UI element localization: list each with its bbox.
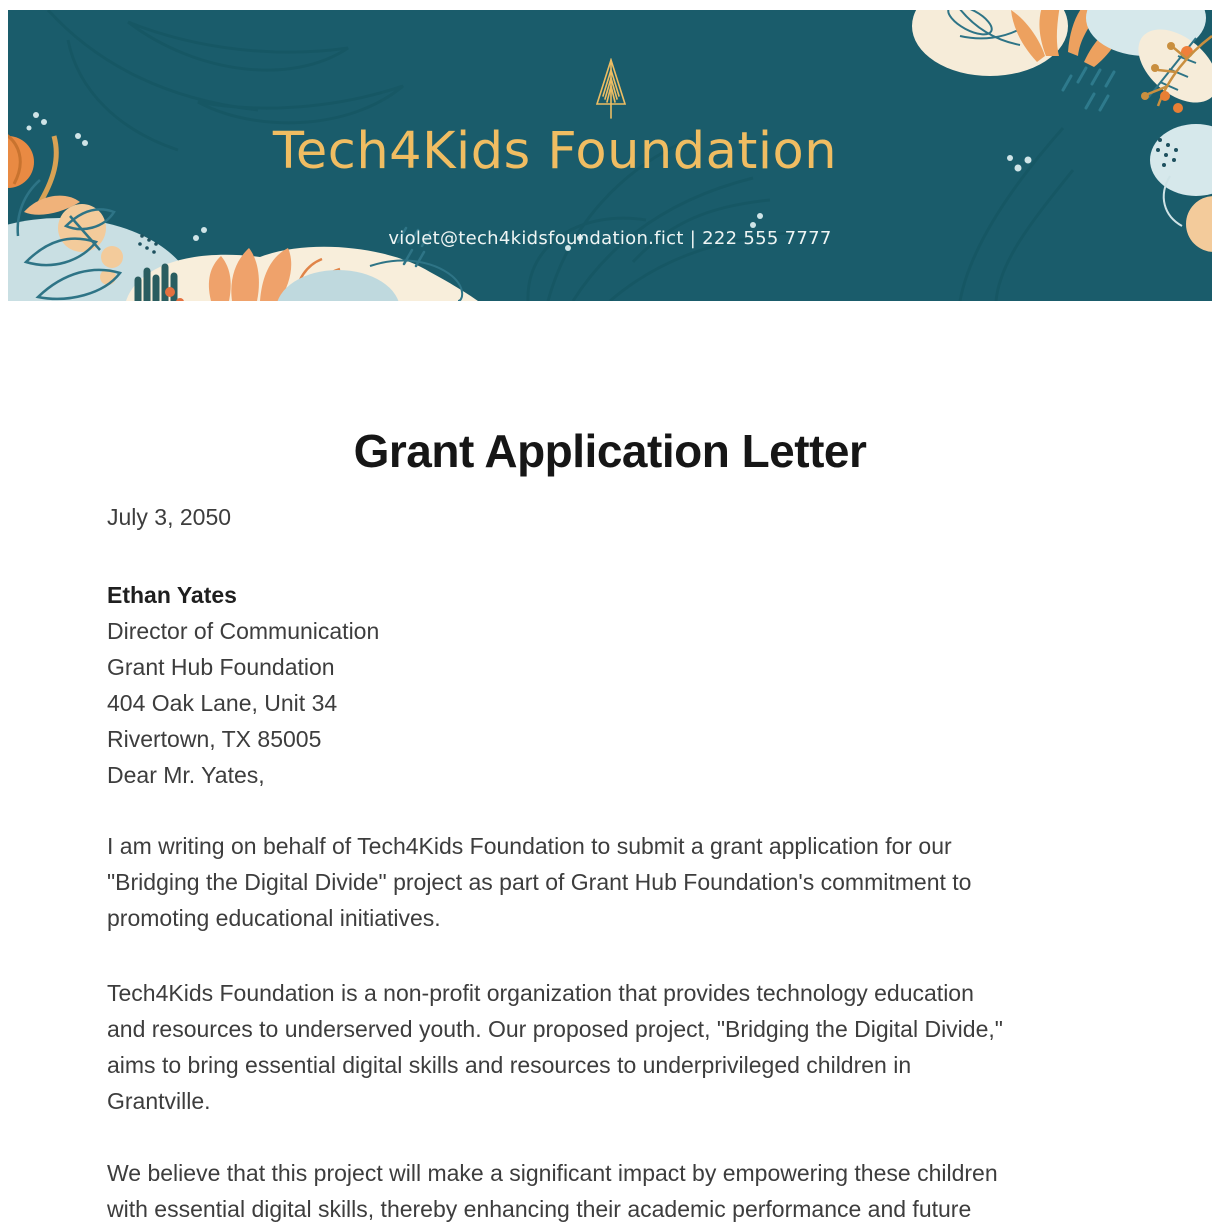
- recipient-name: Ethan Yates: [107, 582, 237, 608]
- page-title: Grant Application Letter: [353, 425, 867, 477]
- text-line: aims to bring essential digital skills and resources to underprivileged children in: [107, 1052, 912, 1078]
- paragraph: [107, 975, 1147, 1119]
- recipient-block: [107, 577, 1147, 793]
- contact-info: violet@tech4kidsfoundation.fict | 222 555 7777: [388, 228, 832, 249]
- text-line: promoting educational initiatives.: [107, 905, 441, 931]
- organization-name: Tech4Kids Foundation: [272, 122, 838, 181]
- text-line: Tech4Kids Foundation is a non-profit organization that provides technology education: [107, 980, 974, 1006]
- letterhead-banner: [8, 10, 1212, 301]
- text-line: We believe that this project will make a significant impact by empowering these children: [107, 1160, 998, 1186]
- text-line: "Bridging the Digital Divide" project as part of Grant Hub Foundation's commitment to: [107, 869, 972, 895]
- text-line: I am writing on behalf of Tech4Kids Foundation to submit a grant application for our: [107, 833, 952, 859]
- recipient-street: 404 Oak Lane, Unit 34: [107, 690, 338, 716]
- paragraph: [107, 1155, 1147, 1227]
- recipient-city: Rivertown, TX 85005: [107, 726, 322, 752]
- recipient-title: Director of Communication: [107, 618, 380, 644]
- date-line: July 3, 2050: [107, 504, 232, 530]
- pine-tree-icon: [594, 58, 628, 122]
- text-line: and resources to underserved youth. Our proposed project, "Bridging the Digital Divide,": [107, 1016, 1003, 1042]
- recipient-organization: Grant Hub Foundation: [107, 654, 335, 680]
- letter-body: [107, 499, 1147, 1227]
- text-line: with essential digital skills, thereby enhancing their academic performance and future: [107, 1196, 972, 1222]
- paragraph: [107, 828, 1147, 936]
- salutation: Dear Mr. Yates,: [107, 762, 265, 788]
- text-line: Grantville.: [107, 1088, 211, 1114]
